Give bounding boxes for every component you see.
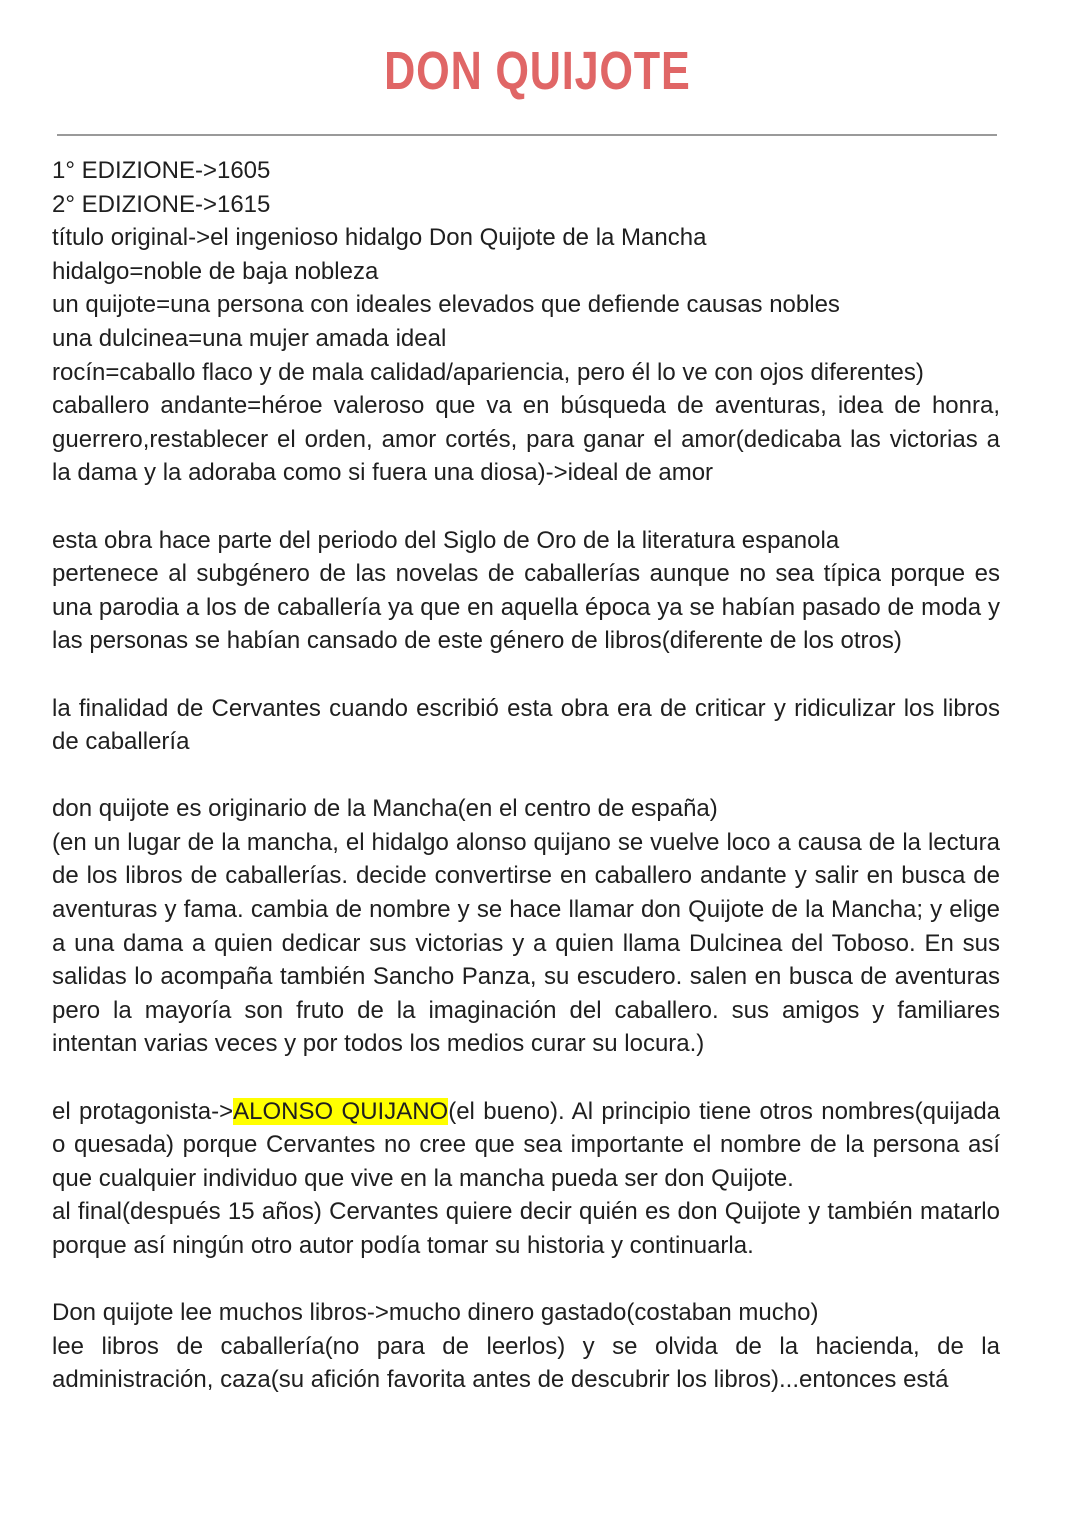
summary-paragraph: (en un lugar de la mancha, el hidalgo alonso quijano se vuelve loco a causa de la lectura de los libros de caballerías. decide convertirse en caballero andante y salir en busca de aventuras y fama. cambia de nombre y se hace llamar don Quijote de la Mancha; y elige a una dama a quien dedicar sus victorias y a quien llama Dulcinea del Toboso. En sus salidas lo acompaña también Sancho Panza, su escudero. salen en busca de aventuras pero la mayoría son fruto de la imaginación del caballero. sus amigos y familiares intentan varias veces y por todos los medios curar su locura.)	[52, 828, 1000, 1058]
purpose-paragraph: la finalidad de Cervantes cuando escribió esta obra era de criticar y ridiculizar los libros de caballería	[52, 694, 1000, 756]
original-title-line: título original->el ingenioso hidalgo Don Quijote de la Mancha	[52, 224, 707, 252]
quijote-definition: un quijote=una persona con ideales elevados que defiende causas nobles	[52, 291, 840, 319]
siglo-de-oro-line: esta obra hace parte del periodo del Siglo de Oro de la literatura espanola	[52, 526, 840, 554]
protagonist-name-highlight: ALONSO QUIJANO	[233, 1097, 449, 1125]
paragraph-gap	[52, 759, 1000, 793]
page-title: DON QUIJOTE	[384, 41, 691, 101]
paragraph-gap	[52, 1061, 1000, 1095]
protagonist-intro: el protagonista->	[52, 1097, 234, 1125]
caballero-andante-paragraph: caballero andante=héroe valeroso que va en búsqueda de aventuras, idea de honra, guerrero,restablecer el orden, amor cortés, para ganar el amor(dedicaba las victorias a la dama y la adoraba como si fuera una diosa)->ideal de amor	[52, 392, 1000, 487]
first-edition-line: 1° EDIZIONE->1605	[52, 157, 271, 184]
title-divider	[57, 134, 997, 136]
paragraph-gap	[52, 658, 1000, 692]
paragraph-gap	[52, 490, 1000, 524]
paragraph-gap	[52, 1263, 1000, 1297]
hacienda-paragraph: lee libros de caballería(no para de leerlos) y se olvida de la hacienda, de la administración, caza(su afición favorita antes de descubrir los libros)...entonces está	[52, 1332, 1000, 1394]
hidalgo-definition: hidalgo=noble de baja nobleza	[52, 257, 379, 285]
protagonist-details: (el bueno). Al principio tiene otros nombres(quijada o quesada) porque Cervantes no cree que sea importante el nombre de la persona así que cualquier individuo que vive en la mancha pueda ser don Quijote.	[52, 1097, 1001, 1192]
dulcinea-definition: una dulcinea=una mujer amada ideal	[52, 324, 447, 352]
rocin-definition: rocín=caballo flaco y de mala calidad/apariencia, pero él lo ve con ojos diferentes)	[52, 358, 924, 386]
subgenre-paragraph: pertenece al subgénero de las novelas de caballerías aunque no sea típica porque es una parodia a los de caballería ya que en aquella época ya se habían pasado de moda y las personas se habían cansado de este género de libros(diferente de los otros)	[52, 560, 1000, 655]
document-body	[52, 154, 1000, 1397]
books-line: Don quijote lee muchos libros->mucho dinero gastado(costaban mucho)	[52, 1299, 819, 1327]
ending-paragraph: al final(después 15 años) Cervantes quiere decir quién es don Quijote y también matarlo porque así ningún otro autor podía tomar su historia y continuarla.	[52, 1198, 1000, 1259]
protagonist-paragraph	[52, 1095, 1000, 1196]
origin-line: don quijote es originario de la Mancha(en el centro de españa)	[52, 795, 718, 823]
second-edition-line: 2° EDIZIONE->1615	[52, 190, 271, 218]
